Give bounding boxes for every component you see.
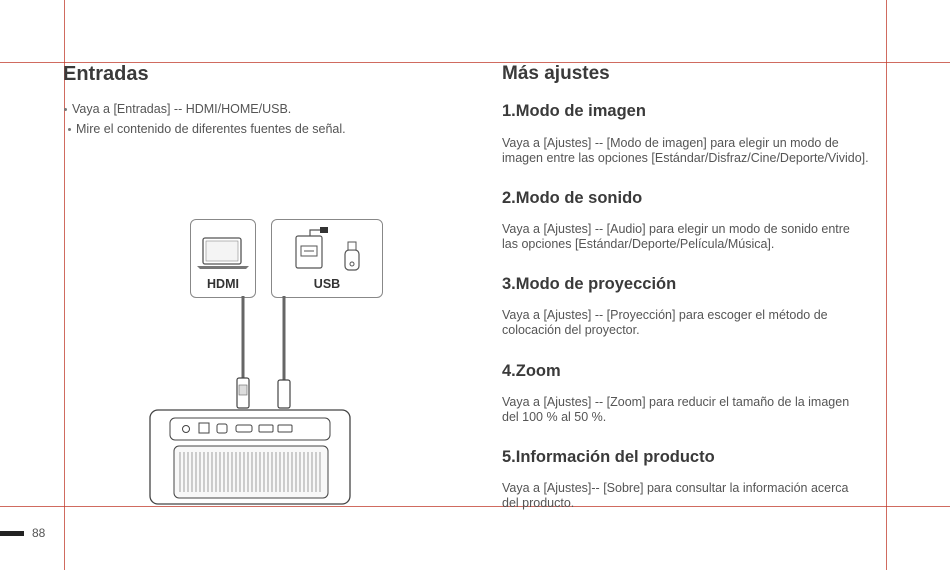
margin-guide-right — [886, 0, 887, 570]
section-text-picture-mode-1: Vaya a [Ajustes] -- [Modo de imagen] para elegir un modo de — [502, 136, 839, 150]
section-text-product-info-1: Vaya a [Ajustes]-- [Sobre] para consultar la información acerca — [502, 481, 849, 495]
projector-icon — [150, 410, 350, 504]
usb-label: USB — [313, 277, 341, 291]
usb-cable — [278, 296, 290, 408]
section-heading-projection-mode: 3.Modo de proyección — [502, 275, 677, 293]
page-number-bar — [0, 531, 24, 536]
projector-connection-diagram — [140, 296, 360, 506]
section-heading-product-info: 5.Información del producto — [502, 448, 715, 466]
more-settings-title: Más ajustes — [502, 63, 610, 84]
section-text-zoom-2: del 100 % al 50 %. — [502, 410, 607, 424]
margin-guide-bottom — [0, 506, 950, 507]
inputs-bullet-1: Vaya a [Entradas] -- HDMI/HOME/USB. — [72, 102, 292, 116]
page-number: 88 — [32, 526, 46, 540]
section-text-product-info-2: del producto. — [502, 496, 575, 510]
laptop-icon — [191, 232, 255, 282]
section-heading-picture-mode: 1.Modo de imagen — [502, 102, 646, 120]
section-heading-zoom: 4.Zoom — [502, 362, 561, 380]
section-text-sound-mode-2: las opciones [Estándar/Deporte/Película/Música]. — [502, 237, 775, 251]
section-heading-sound-mode: 2.Modo de sonido — [502, 189, 643, 207]
hdmi-cable — [237, 296, 249, 408]
usb-devices-icon — [272, 220, 382, 274]
section-text-zoom-1: Vaya a [Ajustes] -- [Zoom] para reducir el tamaño de la imagen — [502, 395, 850, 409]
inputs-bullet-2: Mire el contenido de diferentes fuentes de señal. — [76, 122, 346, 136]
section-text-picture-mode-2: imagen entre las opciones [Estándar/Disfraz/Cine/Deporte/Vivido]. — [502, 151, 869, 165]
hdmi-source-box — [190, 219, 256, 298]
section-text-projection-mode-1: Vaya a [Ajustes] -- [Proyección] para escoger el método de — [502, 308, 828, 322]
usb-source-box — [271, 219, 383, 298]
inputs-title: Entradas — [63, 63, 149, 85]
section-text-sound-mode-1: Vaya a [Ajustes] -- [Audio] para elegir un modo de sonido entre — [502, 222, 850, 236]
section-text-projection-mode-2: colocación del proyector. — [502, 323, 640, 337]
hdmi-label: HDMI — [207, 277, 239, 291]
